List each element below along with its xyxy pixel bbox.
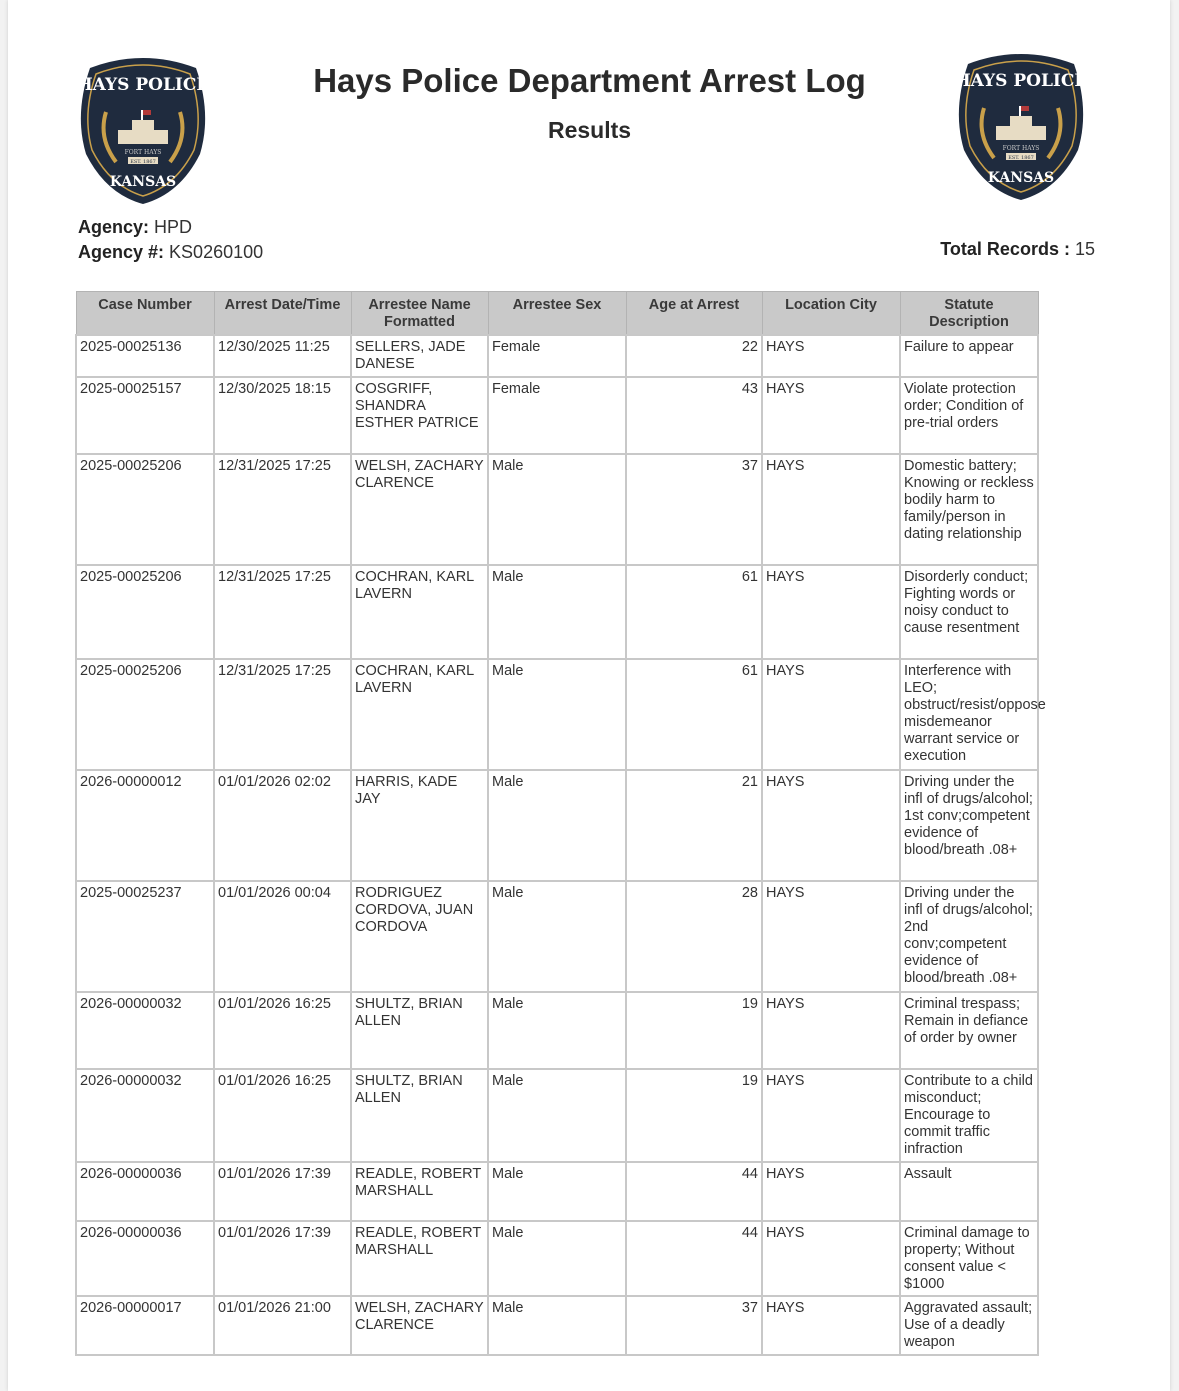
arrest-date-cell: 01/01/2026 00:04 — [214, 881, 351, 992]
table-row — [76, 454, 1038, 565]
statute-cell: Criminal damage to property; Without consent value < $1000 — [900, 1221, 1038, 1296]
arrestee-name-cell: SELLERS, JADE DANESE — [351, 335, 488, 377]
arrestee-sex-cell: Male — [488, 881, 626, 992]
agency-line — [78, 217, 192, 238]
location-city-cell: HAYS — [762, 1221, 900, 1296]
statute-cell: Driving under the infl of drugs/alcohol; 1st conv;competent evidence of blood/breath .08+ — [900, 770, 1038, 881]
arrest-date-cell: 01/01/2026 21:00 — [214, 1296, 351, 1355]
location-city-cell: HAYS — [762, 454, 900, 565]
column-header-location-city: Location City — [762, 292, 900, 336]
badge-est-text: EST. 1867 — [130, 159, 156, 165]
arrestee-sex-cell: Male — [488, 770, 626, 881]
table-row — [76, 1296, 1038, 1355]
statute-cell: Criminal trespass; Remain in defiance of order by owner — [900, 992, 1038, 1069]
table-header-row — [76, 292, 1038, 336]
agency-number-label: Agency #: — [78, 242, 165, 262]
table-row — [76, 1221, 1038, 1296]
arrest-date-cell: 01/01/2026 17:39 — [214, 1162, 351, 1221]
location-city-cell: HAYS — [762, 770, 900, 881]
arrest-date-cell: 12/30/2025 18:15 — [214, 377, 351, 454]
table-row — [76, 377, 1038, 454]
arrestee-sex-cell: Male — [488, 1069, 626, 1162]
arrestee-name-cell: WELSH, ZACHARY CLARENCE — [351, 454, 488, 565]
case-number-cell: 2026-00000036 — [76, 1162, 214, 1221]
table-row — [76, 770, 1038, 881]
location-city-cell: HAYS — [762, 1069, 900, 1162]
arrestee-name-cell: RODRIGUEZ CORDOVA, JUAN CORDOVA — [351, 881, 488, 992]
case-number-cell: 2026-00000032 — [76, 1069, 214, 1162]
badge-bottom-text: KANSAS — [109, 174, 177, 190]
table-row — [76, 881, 1038, 992]
statute-cell: Disorderly conduct; Fighting words or noisy conduct to cause resentment — [900, 565, 1038, 659]
statute-cell: Domestic battery; Knowing or reckless bodily harm to family/person in dating relationship — [900, 454, 1038, 565]
location-city-cell: HAYS — [762, 377, 900, 454]
case-number-cell: 2026-00000017 — [76, 1296, 214, 1355]
arrest-date-cell: 12/31/2025 17:25 — [214, 659, 351, 770]
arrestee-sex-cell: Male — [488, 659, 626, 770]
arrest-date-cell: 12/31/2025 17:25 — [214, 565, 351, 659]
column-header-case-number: Case Number — [76, 292, 214, 336]
table-row — [76, 1069, 1038, 1162]
table-row — [76, 1162, 1038, 1221]
arrestee-name-cell: COCHRAN, KARL LAVERN — [351, 659, 488, 770]
statute-cell: Driving under the infl of drugs/alcohol; 2nd conv;competent evidence of blood/breath .08+ — [900, 881, 1038, 992]
case-number-cell: 2026-00000032 — [76, 992, 214, 1069]
case-number-cell: 2025-00025157 — [76, 377, 214, 454]
agency-number-line — [78, 242, 263, 263]
badge-top-text: HAYS POLICE — [76, 75, 210, 95]
age-cell: 21 — [626, 770, 762, 881]
table-row — [76, 335, 1038, 377]
badge-middle-text: FORT HAYS — [1002, 145, 1040, 152]
age-cell: 28 — [626, 881, 762, 992]
age-cell: 37 — [626, 1296, 762, 1355]
statute-cell: Aggravated assault; Use of a deadly weapon — [900, 1296, 1038, 1355]
age-cell: 44 — [626, 1162, 762, 1221]
arrest-date-cell: 01/01/2026 02:02 — [214, 770, 351, 881]
age-cell: 44 — [626, 1221, 762, 1296]
case-number-cell: 2025-00025206 — [76, 565, 214, 659]
column-header-arrest-date: Arrest Date/Time — [214, 292, 351, 336]
arrest-date-cell: 01/01/2026 16:25 — [214, 992, 351, 1069]
arrestee-sex-cell: Female — [488, 335, 626, 377]
case-number-cell: 2025-00025136 — [76, 335, 214, 377]
table-row — [76, 992, 1038, 1069]
arrest-log-table — [75, 291, 1046, 1356]
age-cell: 19 — [626, 992, 762, 1069]
age-cell: 37 — [626, 454, 762, 565]
arrestee-sex-cell: Male — [488, 1162, 626, 1221]
arrestee-sex-cell: Male — [488, 565, 626, 659]
arrest-date-cell: 12/31/2025 17:25 — [214, 454, 351, 565]
badge-middle-text: FORT HAYS — [124, 149, 162, 156]
location-city-cell: HAYS — [762, 992, 900, 1069]
column-header-arrestee-sex: Arrestee Sex — [488, 292, 626, 336]
age-cell: 19 — [626, 1069, 762, 1162]
table-row — [76, 565, 1038, 659]
statute-cell: Contribute to a child misconduct; Encourage to commit traffic infraction — [900, 1069, 1038, 1162]
agency-value: HPD — [154, 217, 193, 237]
age-cell: 61 — [626, 659, 762, 770]
location-city-cell: HAYS — [762, 565, 900, 659]
badge-est-text: EST. 1867 — [1008, 155, 1034, 161]
column-header-statute: Statute Description — [900, 292, 1038, 336]
arrest-date-cell: 01/01/2026 17:39 — [214, 1221, 351, 1296]
statute-cell: Failure to appear — [900, 335, 1038, 377]
arrest-date-cell: 01/01/2026 16:25 — [214, 1069, 351, 1162]
arrestee-sex-cell: Male — [488, 1221, 626, 1296]
arrestee-name-cell: COCHRAN, KARL LAVERN — [351, 565, 488, 659]
case-number-cell: 2025-00025237 — [76, 881, 214, 992]
age-cell: 61 — [626, 565, 762, 659]
case-number-cell: 2025-00025206 — [76, 659, 214, 770]
arrestee-name-cell: READLE, ROBERT MARSHALL — [351, 1162, 488, 1221]
location-city-cell: HAYS — [762, 1162, 900, 1221]
location-city-cell: HAYS — [762, 659, 900, 770]
location-city-cell: HAYS — [762, 881, 900, 992]
column-header-arrestee-name: Arrestee Name Formatted — [351, 292, 488, 336]
column-header-age: Age at Arrest — [626, 292, 762, 336]
arrest-date-cell: 12/30/2025 11:25 — [214, 335, 351, 377]
age-cell: 43 — [626, 377, 762, 454]
arrestee-name-cell: COSGRIFF, SHANDRA ESTHER PATRICE — [351, 377, 488, 454]
statute-cell: Assault — [900, 1162, 1038, 1221]
arrestee-name-cell: HARRIS, KADE JAY — [351, 770, 488, 881]
statute-cell: Violate protection order; Condition of pre-trial orders — [900, 377, 1038, 454]
arrestee-name-cell: SHULTZ, BRIAN ALLEN — [351, 992, 488, 1069]
badge-top-text: HAYS POLICE — [954, 71, 1088, 91]
age-cell: 22 — [626, 335, 762, 377]
arrestee-name-cell: WELSH, ZACHARY CLARENCE — [351, 1296, 488, 1355]
arrestee-sex-cell: Male — [488, 1296, 626, 1355]
location-city-cell: HAYS — [762, 1296, 900, 1355]
case-number-cell: 2026-00000036 — [76, 1221, 214, 1296]
arrestee-name-cell: SHULTZ, BRIAN ALLEN — [351, 1069, 488, 1162]
arrestee-sex-cell: Male — [488, 454, 626, 565]
page-title: Hays Police Department Arrest Log — [313, 62, 866, 99]
total-records-label: Total Records : — [940, 239, 1070, 259]
page-subtitle: Results — [547, 117, 632, 143]
case-number-cell: 2026-00000012 — [76, 770, 214, 881]
table-row — [76, 659, 1038, 770]
statute-cell: Interference with LEO; obstruct/resist/oppose misdemeanor warrant service or execution — [900, 659, 1038, 770]
badge-bottom-text: KANSAS — [987, 170, 1055, 186]
arrestee-name-cell: READLE, ROBERT MARSHALL — [351, 1221, 488, 1296]
arrestee-sex-cell: Male — [488, 992, 626, 1069]
case-number-cell: 2025-00025206 — [76, 454, 214, 565]
location-city-cell: HAYS — [762, 335, 900, 377]
agency-label: Agency: — [78, 217, 150, 237]
arrestee-sex-cell: Female — [488, 377, 626, 454]
agency-number-value: KS0260100 — [169, 242, 264, 262]
total-records — [940, 239, 1095, 260]
total-records-value: 15 — [1074, 239, 1095, 259]
